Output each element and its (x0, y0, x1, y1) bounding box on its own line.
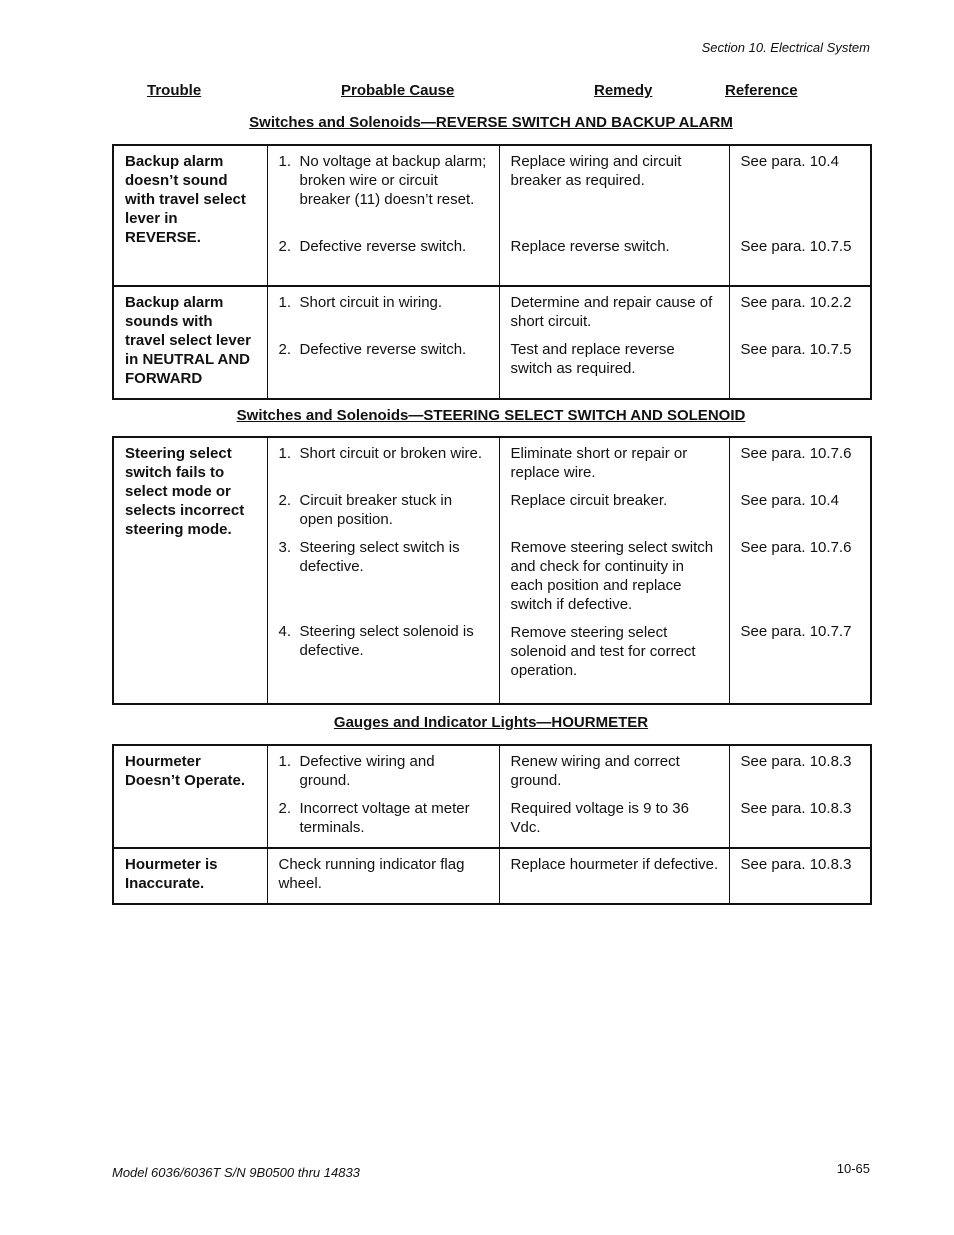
cause-text: Defective reverse switch. (299, 238, 467, 255)
cause-text: Steering select solenoid is defective. (299, 623, 474, 659)
cause-entry (279, 293, 489, 331)
trouble-text: Backup alarm doesn’t sound with travel select lever in REVERSE. (125, 153, 246, 246)
remedy-cell (499, 437, 729, 704)
section-header: Section 10. Electrical System (701, 40, 870, 55)
section-title: Switches and Solenoids—STEERING SELECT SWITCH AND SOLENOID (236, 407, 746, 424)
remedy-text: Test and replace reverse switch as required. (510, 341, 675, 377)
remedy-text: Renew wiring and correct ground. (510, 753, 680, 789)
troubleshooting-table (112, 144, 872, 400)
item-number: 2. (278, 800, 292, 817)
cause-cell (267, 848, 499, 904)
troubleshooting-table (112, 436, 872, 705)
reference-text: See para. 10.8.3 (740, 800, 852, 817)
section-title: Gauges and Indicator Lights—HOURMETER (333, 714, 649, 731)
remedy-cell (499, 848, 729, 904)
column-header-trouble: Trouble (147, 82, 202, 99)
table-row (113, 145, 871, 286)
cause-text: No voltage at backup alarm; broken wire or circuit breaker (11) doesn’t reset. (299, 153, 487, 208)
reference-text: See para. 10.7.5 (740, 341, 852, 358)
remedy-cell (499, 745, 729, 848)
item-number: 4. (278, 623, 292, 640)
item-number: 3. (278, 539, 292, 556)
trouble-text: Steering select switch fails to select mode or selects incorrect steering mode. (125, 445, 245, 538)
reference-text: See para. 10.2.2 (740, 294, 852, 311)
trouble-cell (113, 745, 267, 848)
cause-entry (279, 237, 489, 275)
trouble-cell (113, 145, 267, 286)
reference-text: See para. 10.7.7 (740, 623, 852, 640)
table-row (113, 848, 871, 904)
table-row (113, 286, 871, 399)
table-row (113, 437, 871, 704)
cause-text: Incorrect voltage at meter terminals. (299, 800, 470, 836)
cause-entry (279, 752, 489, 790)
cause-text: Defective wiring and ground. (299, 753, 435, 789)
page-number: 10-65 (836, 1161, 870, 1176)
footer-model: Model 6036/6036T S/N 9B0500 thru 14833 (112, 1165, 360, 1180)
cause-text: Defective reverse switch. (299, 341, 467, 358)
reference-text: See para. 10.8.3 (740, 753, 852, 770)
cause-text: Check running indicator flag wheel. (278, 856, 465, 892)
table-row (113, 745, 871, 848)
reference-text: See para. 10.7.6 (740, 445, 852, 462)
column-header-reference: Reference (725, 82, 798, 99)
cause-cell (267, 437, 499, 704)
trouble-text: Backup alarm sounds with travel select lever in NEUTRAL AND FORWARD (125, 294, 251, 387)
remedy-text: Replace circuit breaker. (510, 492, 668, 509)
cause-cell (267, 286, 499, 399)
trouble-text: Hourmeter Doesn’t Operate. (125, 753, 246, 789)
remedy-text: Required voltage is 9 to 36 Vdc. (510, 800, 689, 836)
remedy-text: Determine and repair cause of short circuit. (510, 294, 713, 330)
reference-text: See para. 10.4 (740, 153, 839, 170)
trouble-cell (113, 437, 267, 704)
cause-entry (279, 622, 489, 660)
item-number: 2. (278, 238, 292, 255)
trouble-text: Hourmeter is Inaccurate. (125, 856, 218, 892)
cause-entry (279, 152, 489, 228)
item-number: 1. (278, 294, 292, 311)
cause-entry (279, 444, 489, 482)
cause-text: Short circuit or broken wire. (299, 445, 483, 462)
trouble-cell (113, 286, 267, 399)
reference-cell (729, 286, 871, 399)
section-title: Switches and Solenoids—REVERSE SWITCH AND BACKUP ALARM (249, 114, 733, 131)
remedy-text: Eliminate short or repair or replace wire. (510, 445, 688, 481)
column-header-cause: Probable Cause (341, 82, 455, 99)
column-headers (0, 82, 954, 102)
reference-text: See para. 10.8.3 (740, 856, 852, 873)
item-number: 1. (278, 153, 292, 170)
reference-text: See para. 10.7.5 (740, 238, 852, 255)
remedy-cell (499, 286, 729, 399)
cause-entry (279, 855, 489, 893)
item-number: 1. (278, 753, 292, 770)
reference-cell (729, 145, 871, 286)
reference-cell (729, 745, 871, 848)
troubleshooting-table (112, 744, 872, 905)
remedy-text: Replace reverse switch. (510, 238, 670, 255)
reference-text: See para. 10.4 (740, 492, 839, 509)
cause-entry (279, 340, 489, 378)
cause-entry (279, 799, 489, 837)
cause-text: Short circuit in wiring. (299, 294, 443, 311)
cause-text: Circuit breaker stuck in open position. (299, 492, 453, 528)
cause-cell (267, 745, 499, 848)
reference-text: See para. 10.7.6 (740, 539, 852, 556)
remedy-text: Replace hourmeter if defective. (510, 856, 719, 873)
cause-entry (279, 538, 489, 613)
remedy-cell (499, 145, 729, 286)
reference-cell (729, 437, 871, 704)
cause-cell (267, 145, 499, 286)
item-number: 2. (278, 492, 292, 509)
remedy-text: Remove steering select solenoid and test for correct operation. (510, 624, 696, 679)
reference-cell (729, 848, 871, 904)
trouble-cell (113, 848, 267, 904)
item-number: 1. (278, 445, 292, 462)
remedy-text: Remove steering select switch and check for continuity in each position and replace switch if defective. (510, 539, 714, 613)
column-header-remedy: Remedy (594, 82, 653, 99)
cause-entry (279, 491, 489, 529)
remedy-text: Replace wiring and circuit breaker as required. (510, 153, 682, 189)
cause-text: Steering select switch is defective. (299, 539, 460, 575)
item-number: 2. (278, 341, 292, 358)
